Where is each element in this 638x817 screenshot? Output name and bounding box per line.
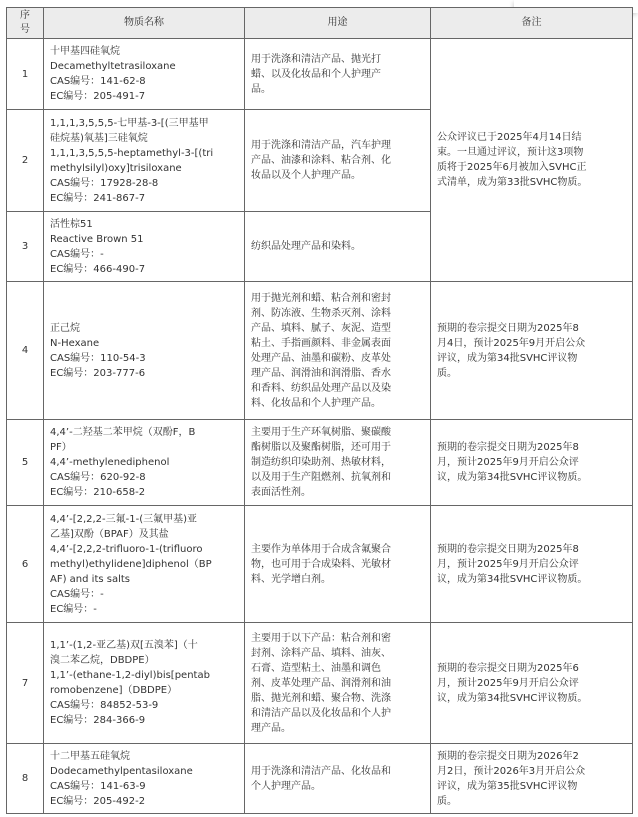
substance-cell: 活性棕51 Reactive Brown 51 CAS编号：- EC编号：466-490-7 <box>44 212 245 282</box>
table-row <box>7 506 633 623</box>
note-cell: 预期的卷宗提交日期为2025年6 月，预计2025年9月开启公众评 议，成为第34批SVHC评议物质。 <box>431 623 633 744</box>
row-number: 5 <box>7 420 44 506</box>
note-cell: 预期的卷宗提交日期为2026年2 月2日，预计2026年3月开启公众 评议，成为第35批SVHC评议物 质。 <box>431 744 633 814</box>
substance-cell: 1,1,1,3,5,5,5-七甲基-3-[(三甲基甲 硅烷基)氧基]三硅氧烷 1,1,1,3,5,5,5-heptamethyl-3-[(tri methylsilyl)oxy]trisiloxane CAS编号：17928-28-8 EC编号：241-867-7 <box>44 110 245 212</box>
use-cell: 用于洗涤和清洁产品，汽车护理 产品、油漆和涂料、粘合剂、化 妆品以及个人护理产品。 <box>245 110 431 212</box>
note-cell-merged: 公众评议已于2025年4月14日结 束。一旦通过评议，预计这3项物 质将于2025年6月被加入SVHC正 式清单，成为第33批SVHC物质。 <box>431 39 633 282</box>
row-number: 3 <box>7 212 44 282</box>
row-number: 1 <box>7 39 44 110</box>
use-cell: 用于洗涤和清洁产品、化妆品和 个人护理产品。 <box>245 744 431 814</box>
use-cell: 主要用于以下产品：粘合剂和密 封剂、涂料产品、填料、油灰、 石膏、造型粘土、油墨和调色 剂、皮革处理产品、润滑剂和油 脂、抛光剂和蜡、聚合物、洗涤 和清洁产品以及化妆品和个人护 理产品。 <box>245 623 431 744</box>
note-cell: 预期的卷宗提交日期为2025年8 月，预计2025年9月开启公众评 议，成为第34批SVHC评议物质。 <box>431 506 633 623</box>
row-number: 8 <box>7 744 44 814</box>
substance-cell: 4,4’-二羟基二苯甲烷（双酚F，B PF） 4,4’-methylenediphenol CAS编号：620-92-8 EC编号：210-658-2 <box>44 420 245 506</box>
row-number: 6 <box>7 506 44 623</box>
svhc-substance-table <box>6 7 633 814</box>
table-row <box>7 39 633 110</box>
table-header-row <box>7 8 633 39</box>
header-note: 备注 <box>431 8 633 39</box>
table-row <box>7 623 633 744</box>
table-row <box>7 744 633 814</box>
row-number: 7 <box>7 623 44 744</box>
use-cell: 用于抛光剂和蜡、粘合剂和密封 剂、防冻液、生物杀灭剂、涂料 产品、填料、腻子、灰泥、造型 粘土、手指画颜料、非金属表面 处理产品、油墨和碳粉、皮革处 理产品、润滑油和润滑脂、香水 和香料、纺织品处理产品以及染 料、化妆品和个人护理产品。 <box>245 282 431 420</box>
table-row <box>7 282 633 420</box>
header-substance: 物质名称 <box>44 8 245 39</box>
substance-cell: 1,1’-(1,2-亚乙基)双[五溴苯]（十 溴二苯乙烷，DBDPE） 1,1’-(ethane-1,2-diyl)bis[pentab romobenzene]（DBDPE） CAS编号：84852-53-9 EC编号：284-366-9 <box>44 623 245 744</box>
header-no: 序 号 <box>7 8 44 39</box>
note-cell: 预期的卷宗提交日期为2025年8 月，预计2025年9月开启公众评 议，成为第34批SVHC评议物质。 <box>431 420 633 506</box>
use-cell: 主要作为单体用于合成含氟聚合 物，也可用于合成染料、光敏材 料、光学增白剂。 <box>245 506 431 623</box>
row-number: 2 <box>7 110 44 212</box>
substance-cell: 十甲基四硅氧烷 Decamethyltetrasiloxane CAS编号：141-62-8 EC编号：205-491-7 <box>44 39 245 110</box>
row-number: 4 <box>7 282 44 420</box>
substance-cell: 4,4’-[2,2,2-三氟-1-(三氟甲基)亚 乙基]双酚（BPAF）及其盐 4,4’-[2,2,2-trifluoro-1-(trifluoro methyl)ethylidene]diphenol（BP AF) and its salts CAS编号：- EC编号：- <box>44 506 245 623</box>
header-use: 用途 <box>245 8 431 39</box>
use-cell: 纺织品处理产品和染料。 <box>245 212 431 282</box>
substance-cell: 十二甲基五硅氧烷 Dodecamethylpentasiloxane CAS编号：141-63-9 EC编号：205-492-2 <box>44 744 245 814</box>
substance-cell: 正己烷 N-Hexane CAS编号：110-54-3 EC编号：203-777-6 <box>44 282 245 420</box>
note-cell: 预期的卷宗提交日期为2025年8 月4日，预计2025年9月开启公众 评议，成为第34批SVHC评议物 质。 <box>431 282 633 420</box>
table-row <box>7 420 633 506</box>
use-cell: 用于洗涤和清洁产品、抛光打 蜡、以及化妆品和个人护理产 品。 <box>245 39 431 110</box>
use-cell: 主要用于生产环氧树脂、聚碳酸 酯树脂以及聚酯树脂，还可用于 制造纺织印染助剂、热敏材料， 以及用于生产阻燃剂、抗氧剂和 表面活性剂。 <box>245 420 431 506</box>
